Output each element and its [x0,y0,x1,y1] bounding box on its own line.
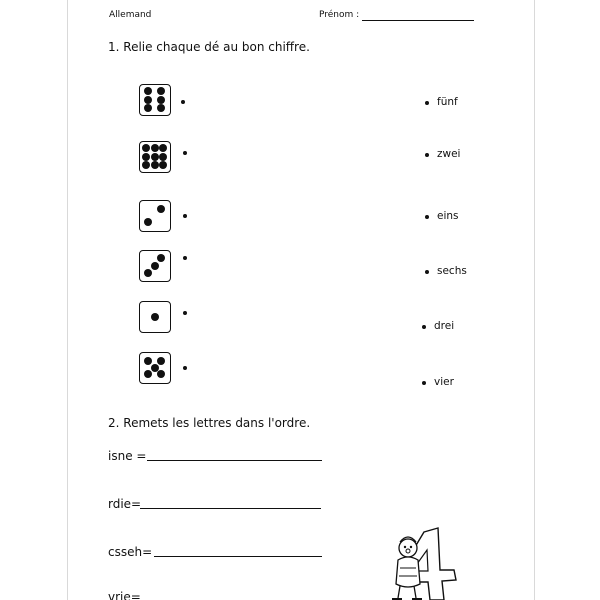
number-word: sechs [437,265,467,277]
die-connect-dot[interactable] [183,311,187,315]
die-5 [139,301,171,333]
word-connect-dot[interactable] [425,101,429,105]
number-word: fünf [437,96,458,108]
die-pip [157,87,165,95]
word-connect-dot[interactable] [425,153,429,157]
die-pip [157,205,165,213]
die-pip [142,153,150,161]
die-pip [144,370,152,378]
scramble-label-1: isne = [108,449,147,463]
die-pip [151,144,159,152]
exercise2-title: 2. Remets les lettres dans l'ordre. [108,416,311,430]
die-connect-dot[interactable] [183,256,187,260]
die-pip [144,218,152,226]
die-pip [144,357,152,365]
die-pip [142,161,150,169]
word-connect-dot[interactable] [425,215,429,219]
die-1 [139,84,171,116]
word-connect-dot[interactable] [422,325,426,329]
answer-blank-2[interactable] [140,508,321,509]
die-pip [144,96,152,104]
scramble-label-4: vrie= [108,590,141,600]
die-6 [139,352,171,384]
die-connect-dot[interactable] [183,214,187,218]
number-word: drei [434,320,455,332]
die-pip [159,161,167,169]
die-pip [157,104,165,112]
name-label: Prénom : [319,10,360,20]
die-pip [151,153,159,161]
die-pip [151,313,159,321]
die-pip [157,254,165,262]
die-pip [157,96,165,104]
die-pip [144,269,152,277]
die-pip [159,144,167,152]
die-pip [144,104,152,112]
clown-number-four-icon [386,524,476,600]
number-word: zwei [437,148,461,160]
subject-label: Allemand [109,10,152,20]
word-connect-dot[interactable] [422,381,426,385]
scramble-label-3: csseh= [108,545,153,559]
name-blank[interactable] [362,20,474,21]
answer-blank-3[interactable] [154,556,322,557]
worksheet-page [67,0,535,600]
die-pip [144,87,152,95]
die-connect-dot[interactable] [181,100,185,104]
die-pip [157,357,165,365]
die-2 [139,141,171,173]
number-word: vier [434,376,454,388]
die-pip [151,161,159,169]
die-connect-dot[interactable] [183,366,187,370]
die-pip [151,262,159,270]
die-pip [157,370,165,378]
exercise1-title: 1. Relie chaque dé au bon chiffre. [108,40,310,54]
die-4 [139,250,171,282]
word-connect-dot[interactable] [425,270,429,274]
die-pip [142,144,150,152]
answer-blank-1[interactable] [147,460,322,461]
scramble-label-2: rdie= [108,497,142,511]
number-word: eins [437,210,459,222]
die-connect-dot[interactable] [183,151,187,155]
die-3 [139,200,171,232]
die-pip [159,153,167,161]
